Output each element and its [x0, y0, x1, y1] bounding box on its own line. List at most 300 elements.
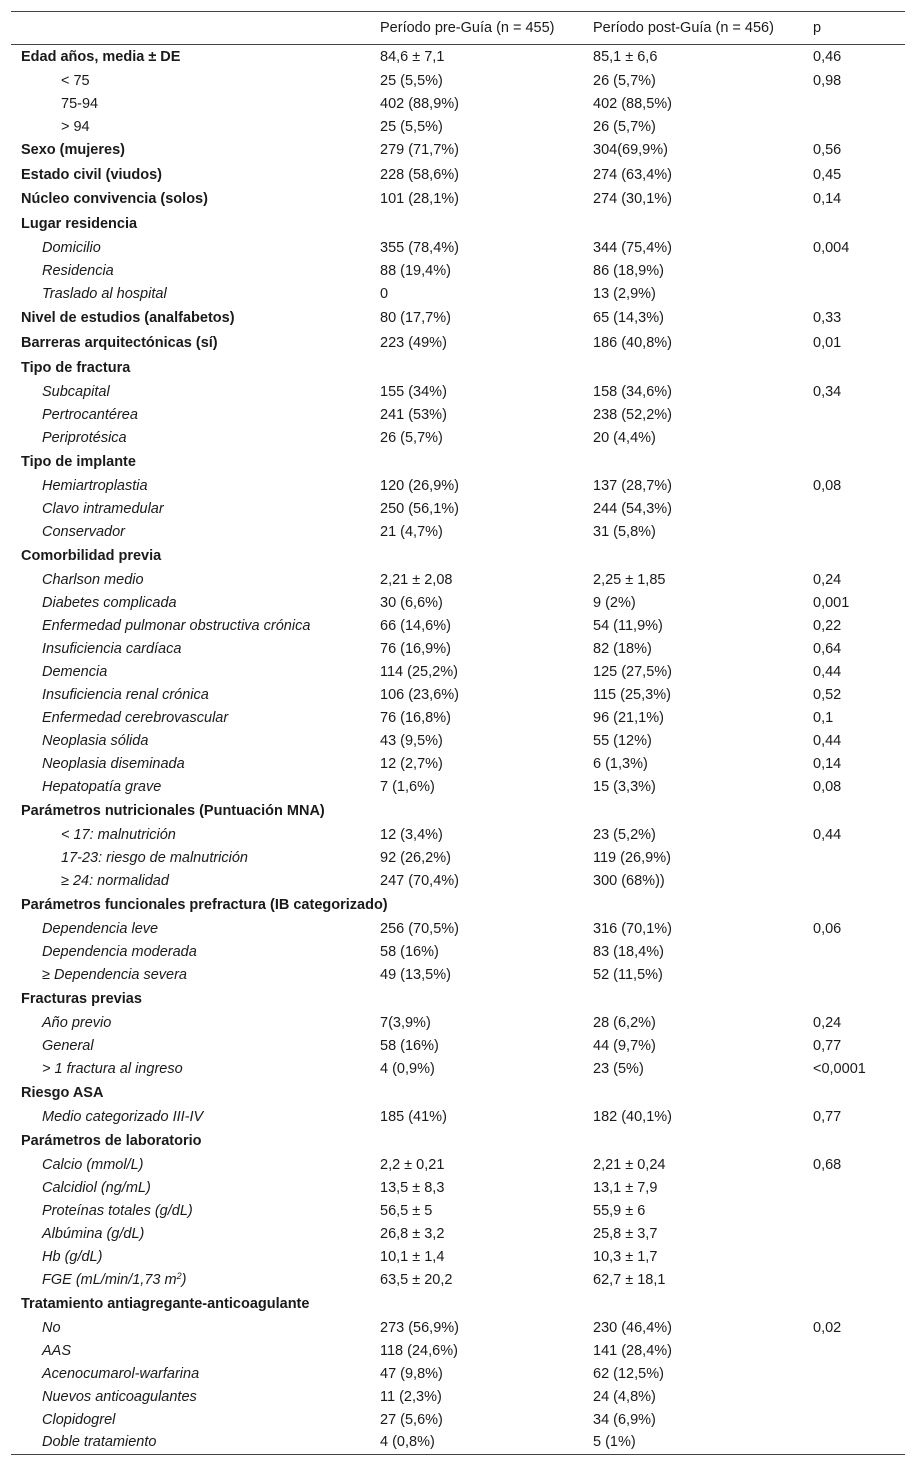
row-label-text: Medio categorizado III-IV: [42, 1108, 204, 1125]
row-label: [11, 115, 368, 138]
p-value: 0,98: [813, 72, 842, 89]
p-value: [801, 260, 905, 283]
row-label: [11, 869, 368, 892]
table-row: [11, 1034, 905, 1057]
pre-guide-value: 256 (70,5%): [380, 920, 459, 937]
row-label-text: Lugar residencia: [21, 216, 138, 232]
p-value: 0,45: [813, 166, 842, 183]
table-row: [11, 1268, 905, 1291]
pre-guide-value: [368, 449, 581, 474]
row-label-text: ≥ Dependencia severa: [42, 966, 187, 983]
p-value: 0,34: [813, 383, 842, 400]
pre-guide-value: [368, 1080, 581, 1105]
p-value: 0,77: [813, 1037, 842, 1054]
row-label: [11, 1128, 368, 1153]
row-label: [11, 1431, 368, 1454]
p-value: 0,22: [813, 617, 842, 634]
table-row: [11, 380, 905, 403]
p-value: [801, 426, 905, 449]
table-header-row: [11, 12, 905, 45]
pre-guide-value: 58 (16%): [380, 1037, 439, 1054]
pre-guide-value: 47 (9,8%): [380, 1365, 443, 1382]
pre-guide-value: [368, 1128, 581, 1153]
row-label: [11, 403, 368, 426]
table-row: [11, 1431, 905, 1454]
table-row: [11, 1316, 905, 1339]
pre-guide-value: [368, 355, 581, 380]
post-guide-value: 244 (54,3%): [593, 500, 672, 517]
post-guide-value: 5 (1%): [593, 1434, 636, 1451]
row-label-text: Tipo de implante: [21, 453, 136, 470]
post-guide-value: 62,7 ± 18,1: [593, 1271, 666, 1288]
table-row: [11, 283, 905, 306]
row-label: [11, 940, 368, 963]
row-label: [11, 355, 368, 380]
row-label-text: Proteínas totales (g/dL): [42, 1202, 193, 1219]
row-label-text: ≥ 24: normalidad: [61, 872, 169, 889]
post-guide-value: 65 (14,3%): [593, 310, 664, 326]
post-guide-value: 182 (40,1%): [593, 1108, 672, 1125]
row-label: [11, 543, 368, 568]
p-value: 0,44: [813, 826, 842, 843]
p-value: [801, 1385, 905, 1408]
post-guide-value: 55 (12%): [593, 732, 652, 749]
post-guide-value: 28 (6,2%): [593, 1014, 656, 1031]
table-row: [11, 846, 905, 869]
row-label-text: Charlson medio: [42, 571, 144, 588]
row-label-text: Riesgo ASA: [21, 1084, 104, 1101]
row-label: [11, 1080, 368, 1105]
row-label-text: Parámetros funcionales prefractura (IB categorizado): [21, 896, 388, 913]
section-row: [11, 331, 905, 356]
pre-guide-value: 279 (71,7%): [380, 142, 459, 159]
pre-guide-value: 12 (2,7%): [380, 755, 443, 772]
pre-guide-value: 25 (5,5%): [380, 72, 443, 89]
pre-guide-value: 114 (25,2%): [380, 663, 458, 680]
post-guide-value: 158 (34,6%): [593, 383, 672, 400]
row-label: [11, 1362, 368, 1385]
post-guide-value: 2,25 ± 1,85: [593, 571, 666, 588]
row-label: [11, 283, 368, 306]
p-value: [801, 1245, 905, 1268]
row-label-text: Demencia: [42, 663, 108, 680]
p-value: [801, 1176, 905, 1199]
post-guide-value: [581, 212, 801, 237]
post-guide-value: 55,9 ± 6: [593, 1202, 646, 1219]
pre-guide-value: 13,5 ± 8,3: [380, 1179, 445, 1196]
row-label: [11, 1176, 368, 1199]
section-row: [11, 892, 905, 917]
table-row: [11, 568, 905, 591]
table-row: [11, 729, 905, 752]
table-row: [11, 520, 905, 543]
row-label: [11, 1034, 368, 1057]
pre-guide-value: 118 (24,6%): [380, 1342, 458, 1359]
section-row: [11, 45, 905, 70]
p-value: 0,1: [813, 709, 834, 726]
pre-guide-value: 402 (88,9%): [380, 95, 459, 112]
pre-guide-value: 228 (58,6%): [380, 166, 459, 183]
post-guide-value: 238 (52,2%): [593, 406, 672, 423]
row-label-text: Doble tratamiento: [42, 1434, 157, 1451]
row-label-text: Pertrocantérea: [42, 406, 138, 423]
table-row: [11, 1339, 905, 1362]
p-value: 0,004: [813, 240, 850, 256]
pre-guide-value: 241 (53%): [380, 406, 447, 423]
post-guide-value: [581, 543, 801, 568]
pre-guide-value: 92 (26,2%): [380, 849, 451, 866]
post-guide-value: 13,1 ± 7,9: [593, 1179, 658, 1196]
table-row: [11, 591, 905, 614]
row-label: [11, 1316, 368, 1339]
p-value: [801, 497, 905, 520]
row-label: [11, 986, 368, 1011]
table-row: [11, 823, 905, 846]
post-guide-value: 31 (5,8%): [593, 523, 656, 540]
table-row: [11, 917, 905, 940]
table-row: [11, 426, 905, 449]
pre-guide-value: 0: [380, 286, 389, 302]
row-label: [11, 660, 368, 683]
row-label: [11, 917, 368, 940]
pre-guide-value: 43 (9,5%): [380, 732, 443, 749]
row-label-text: Estado civil (viudos): [21, 166, 162, 183]
p-value: [801, 403, 905, 426]
row-label-text: Residencia: [42, 263, 114, 279]
header-variable: [11, 12, 368, 45]
row-label: [11, 138, 368, 163]
row-label-text: Albúmina (g/dL): [42, 1225, 145, 1242]
p-value: [801, 1291, 905, 1316]
row-label: [11, 706, 368, 729]
p-value: [801, 798, 905, 823]
row-label: [11, 187, 368, 212]
p-value: 0,46: [813, 49, 842, 65]
row-label-text: < 75: [61, 72, 90, 89]
p-value: 0,24: [813, 1014, 842, 1031]
post-guide-value: 402 (88,5%): [593, 95, 672, 112]
row-label-text: Tratamiento antiagregante-anticoagulante: [21, 1295, 310, 1312]
table-row: [11, 940, 905, 963]
p-value: 0,08: [813, 477, 842, 494]
pre-guide-value: 76 (16,9%): [380, 640, 451, 657]
baseline-characteristics-table-container: [11, 11, 905, 1455]
pre-guide-value: 26,8 ± 3,2: [380, 1225, 445, 1242]
p-value: 0,56: [813, 142, 842, 159]
row-label-text: Insuficiencia renal crónica: [42, 686, 209, 703]
table-row: [11, 115, 905, 138]
table-row: [11, 497, 905, 520]
p-value: [801, 1408, 905, 1431]
header-pre-guide: Período pre-Guía (n = 455): [380, 20, 555, 36]
row-label: [11, 963, 368, 986]
post-guide-value: 2,21 ± 0,24: [593, 1156, 666, 1173]
pre-guide-value: 56,5 ± 5: [380, 1202, 433, 1219]
post-guide-value: 137 (28,7%): [593, 477, 672, 494]
post-guide-value: 20 (4,4%): [593, 429, 656, 446]
row-label-text: < 17: malnutrición: [61, 826, 176, 843]
table-row: [11, 706, 905, 729]
p-value: 0,001: [813, 594, 850, 611]
row-label-text: No: [42, 1319, 61, 1336]
row-label-text: Conservador: [42, 523, 126, 540]
post-guide-value: 24 (4,8%): [593, 1388, 656, 1405]
post-guide-value: [581, 1291, 801, 1316]
p-value: [801, 963, 905, 986]
p-value: [801, 1362, 905, 1385]
pre-guide-value: 84,6 ± 7,1: [380, 49, 445, 65]
p-value: [801, 543, 905, 568]
p-value: [801, 892, 905, 917]
table-row: [11, 1362, 905, 1385]
pre-guide-value: 10,1 ± 1,4: [380, 1248, 445, 1265]
row-label-text: Diabetes complicada: [42, 594, 177, 611]
post-guide-value: 15 (3,3%): [593, 778, 656, 795]
p-value: [801, 986, 905, 1011]
post-guide-value: 34 (6,9%): [593, 1411, 656, 1428]
post-guide-value: [581, 986, 801, 1011]
p-value: [801, 92, 905, 115]
row-label: [11, 752, 368, 775]
pre-guide-value: 2,2 ± 0,21: [380, 1156, 445, 1173]
post-guide-value: 115 (25,3%): [593, 686, 671, 703]
pre-guide-value: 4 (0,8%): [380, 1434, 435, 1451]
post-guide-value: 13 (2,9%): [593, 286, 656, 302]
table-row: [11, 69, 905, 92]
pre-guide-value: 247 (70,4%): [380, 872, 459, 889]
post-guide-value: 25,8 ± 3,7: [593, 1225, 658, 1242]
pre-guide-value: 2,21 ± 2,08: [380, 571, 453, 588]
row-label-text: Parámetros nutricionales (Puntuación MNA): [21, 802, 325, 819]
p-value: [801, 846, 905, 869]
row-label-text: Sexo (mujeres): [21, 142, 125, 159]
pre-guide-value: 58 (16%): [380, 943, 439, 960]
row-label: [11, 637, 368, 660]
table-row: [11, 1176, 905, 1199]
row-label-text: Tipo de fractura: [21, 359, 131, 376]
post-guide-value: 26 (5,7%): [593, 72, 656, 89]
table-row: [11, 752, 905, 775]
section-row: [11, 1128, 905, 1153]
row-label: [11, 1105, 368, 1128]
row-label: [11, 591, 368, 614]
section-row: [11, 306, 905, 331]
section-row: [11, 1291, 905, 1316]
pre-guide-value: 120 (26,9%): [380, 477, 459, 494]
post-guide-value: 300 (68%)): [593, 872, 665, 889]
row-label-text: Nivel de estudios (analfabetos): [21, 310, 235, 326]
row-label: [11, 69, 368, 92]
post-guide-value: 26 (5,7%): [593, 118, 656, 135]
row-label: [11, 1245, 368, 1268]
p-value: [801, 1268, 905, 1291]
row-label-text: Fracturas previas: [21, 990, 142, 1007]
row-label-text: AAS: [42, 1342, 72, 1359]
table-row: [11, 775, 905, 798]
row-label-text: Subcapital: [42, 383, 110, 400]
section-row: [11, 1080, 905, 1105]
p-value: [801, 1222, 905, 1245]
row-label: [11, 798, 368, 823]
post-guide-value: 6 (1,3%): [593, 755, 648, 772]
p-value: 0,01: [813, 334, 842, 351]
row-label: [11, 92, 368, 115]
table-row: [11, 1153, 905, 1176]
row-label-text: Parámetros de laboratorio: [21, 1132, 202, 1149]
pre-guide-value: 223 (49%): [380, 334, 447, 351]
pre-guide-value: 49 (13,5%): [380, 966, 451, 983]
post-guide-value: 52 (11,5%): [593, 966, 663, 983]
row-label-text: Enfermedad cerebrovascular: [42, 709, 229, 726]
pre-guide-value: [368, 1291, 581, 1316]
row-label: [11, 45, 368, 70]
post-guide-value: 125 (27,5%): [593, 663, 672, 680]
row-label: [11, 1268, 368, 1291]
row-label: [11, 1011, 368, 1034]
pre-guide-value: 106 (23,6%): [380, 686, 459, 703]
post-guide-value: [581, 798, 801, 823]
pre-guide-value: [368, 798, 581, 823]
p-value: <0,0001: [813, 1060, 866, 1077]
row-label: [11, 823, 368, 846]
row-label-text: Núcleo convivencia (solos): [21, 191, 208, 208]
row-label: [11, 1057, 368, 1080]
p-value: 0,52: [813, 686, 842, 703]
row-label-text: Hb (g/dL): [42, 1248, 103, 1265]
post-guide-value: 10,3 ± 1,7: [593, 1248, 658, 1265]
row-label-text: > 94: [61, 118, 90, 135]
section-row: [11, 212, 905, 237]
pre-guide-value: 101 (28,1%): [380, 191, 459, 208]
post-guide-value: [581, 355, 801, 380]
pre-guide-value: 273 (56,9%): [380, 1319, 459, 1336]
row-label-text: General: [42, 1037, 94, 1054]
pre-guide-value: [368, 986, 581, 1011]
row-label-text: FGE (mL/min/1,73 m: [42, 1271, 177, 1288]
row-label-text: Comorbilidad previa: [21, 547, 162, 564]
pre-guide-value: 27 (5,6%): [380, 1411, 443, 1428]
pre-guide-value: 7 (1,6%): [380, 778, 435, 795]
row-label-text: Domicilio: [42, 240, 101, 256]
row-label-text: Hemiartroplastia: [42, 477, 148, 494]
p-value: 0,77: [813, 1108, 842, 1125]
table-row: [11, 1222, 905, 1245]
pre-guide-value: 155 (34%): [380, 383, 447, 400]
row-label-text: Traslado al hospital: [42, 286, 167, 302]
post-guide-value: 96 (21,1%): [593, 709, 664, 726]
row-label-text: Periprotésica: [42, 429, 127, 446]
post-guide-value: 9 (2%): [593, 594, 636, 611]
row-label: [11, 1408, 368, 1431]
p-value: [801, 1199, 905, 1222]
row-label-text: Dependencia leve: [42, 920, 159, 937]
pre-guide-value: [368, 543, 581, 568]
p-value: 0,24: [813, 571, 842, 588]
section-row: [11, 449, 905, 474]
row-label-tail: ): [181, 1271, 187, 1288]
row-label: [11, 380, 368, 403]
table-row: [11, 1011, 905, 1034]
row-label: [11, 1199, 368, 1222]
p-value: 0,14: [813, 755, 842, 772]
pre-guide-value: 26 (5,7%): [380, 429, 443, 446]
row-label: [11, 1291, 368, 1316]
pre-guide-value: [368, 892, 581, 917]
row-label-text: Neoplasia sólida: [42, 732, 149, 749]
pre-guide-value: 80 (17,7%): [380, 310, 451, 326]
p-value: 0,06: [813, 920, 842, 937]
row-label-text: Neoplasia diseminada: [42, 755, 185, 772]
pre-guide-value: 63,5 ± 20,2: [380, 1271, 453, 1288]
row-label-text: Calcidiol (ng/mL): [42, 1179, 151, 1196]
table-row: [11, 963, 905, 986]
row-label: [11, 1385, 368, 1408]
row-label-text: Clopidogrel: [42, 1411, 116, 1428]
post-guide-value: [581, 1080, 801, 1105]
p-value: [801, 1339, 905, 1362]
post-guide-value: 274 (30,1%): [593, 191, 672, 208]
header-post-guide: Período post-Guía (n = 456): [593, 20, 774, 36]
post-guide-value: 274 (63,4%): [593, 166, 672, 183]
post-guide-value: [581, 449, 801, 474]
table-row: [11, 237, 905, 260]
pre-guide-value: 355 (78,4%): [380, 240, 459, 256]
pre-guide-value: 4 (0,9%): [380, 1060, 435, 1077]
pre-guide-value: 25 (5,5%): [380, 118, 443, 135]
p-value: [801, 1128, 905, 1153]
post-guide-value: 44 (9,7%): [593, 1037, 656, 1054]
section-row: [11, 986, 905, 1011]
section-row: [11, 543, 905, 568]
table-row: [11, 260, 905, 283]
p-value: [801, 1080, 905, 1105]
post-guide-value: 186 (40,8%): [593, 334, 672, 351]
row-label: [11, 520, 368, 543]
row-label-text: Enfermedad pulmonar obstructiva crónica: [42, 617, 311, 634]
row-label: [11, 892, 388, 917]
row-label: [11, 846, 368, 869]
row-label: [11, 1222, 368, 1245]
p-value: [801, 355, 905, 380]
row-label-text: Nuevos anticoagulantes: [42, 1388, 197, 1405]
p-value: [801, 449, 905, 474]
post-guide-value: 85,1 ± 6,6: [593, 49, 658, 65]
post-guide-value: 62 (12,5%): [593, 1365, 664, 1382]
table-row: [11, 1199, 905, 1222]
pre-guide-value: 185 (41%): [380, 1108, 447, 1125]
post-guide-value: 23 (5,2%): [593, 826, 656, 843]
row-label: [11, 474, 368, 497]
row-label: [11, 426, 368, 449]
table-row: [11, 614, 905, 637]
p-value: 0,68: [813, 1156, 842, 1173]
pre-guide-value: 21 (4,7%): [380, 523, 443, 540]
section-row: [11, 798, 905, 823]
row-label: [11, 237, 368, 260]
row-label: [11, 497, 368, 520]
section-row: [11, 355, 905, 380]
section-row: [11, 138, 905, 163]
table-row: [11, 474, 905, 497]
p-value: 0,44: [813, 663, 842, 680]
baseline-characteristics-table: [11, 11, 905, 1455]
row-label: [11, 212, 368, 237]
post-guide-value: 119 (26,9%): [593, 849, 671, 866]
post-guide-value: 304(69,9%): [593, 142, 668, 159]
row-label: [11, 331, 368, 356]
row-label: [11, 163, 368, 188]
row-label: [11, 729, 368, 752]
